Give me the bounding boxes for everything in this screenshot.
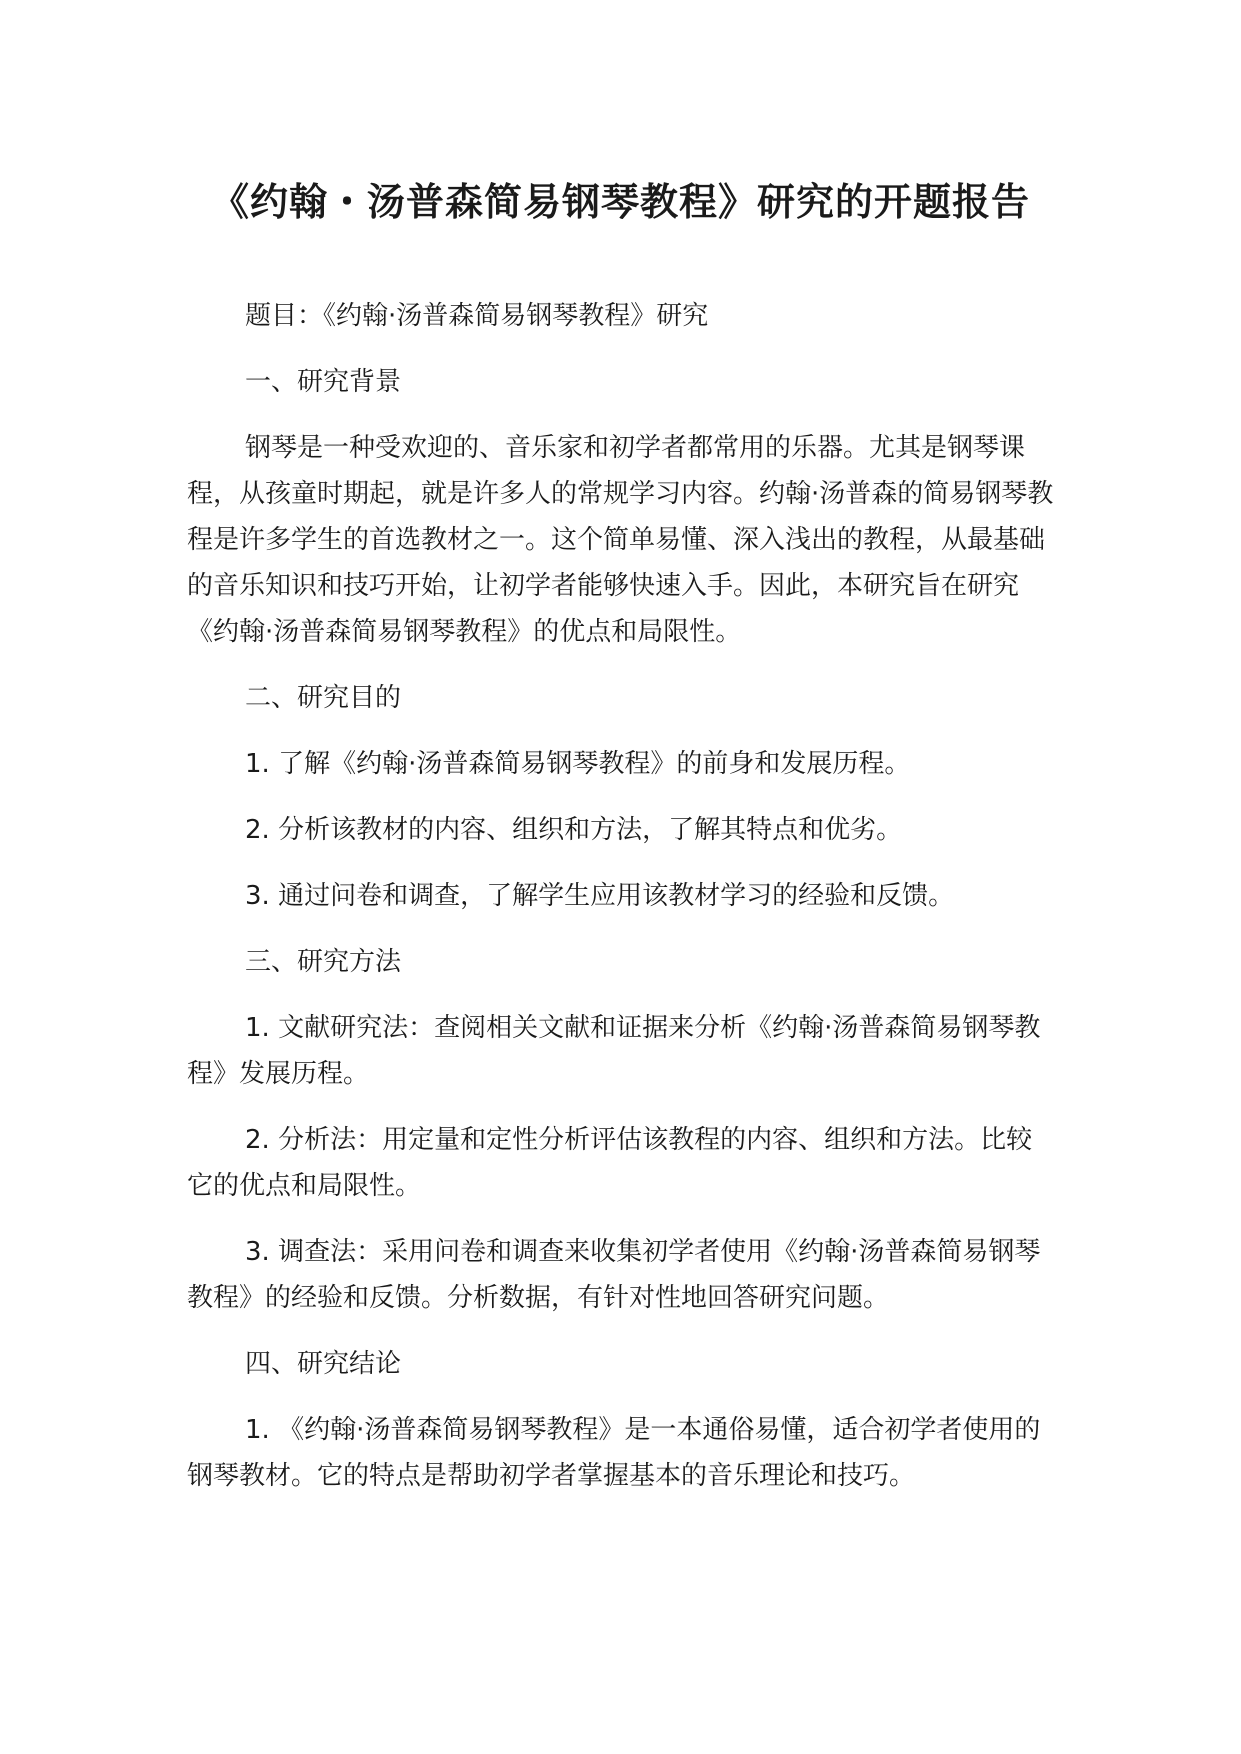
purpose-item: 2. 分析该教材的内容、组织和方法，了解其特点和优劣。 — [245, 815, 903, 845]
background-paragraph: 钢琴是一种受欢迎的、音乐家和初学者都常用的乐器。尤其是钢琴课程，从孩童时期起，就是许多人的常规学习内容。约翰·汤普森的简易钢琴教程是许多学生的首选教材之一。这个简单易懂、深入浅出的教程，从最基础的音乐知识和技巧开始，让初学者能够快速入手。因此，本研究旨在研究《约翰·汤普森简易钢琴教程》的优点和局限性。 — [187, 433, 1054, 647]
document-title: 《约翰・汤普森简易钢琴教程》研究的开题报告 — [210, 180, 1030, 224]
method-item: 2. 分析法：用定量和定性分析评估该教程的内容、组织和方法。比较它的优点和局限性。 — [187, 1125, 1033, 1201]
method-item: 3. 调查法：采用问卷和调查来收集初学者使用《约翰·汤普森简易钢琴教程》的经验和反馈。分析数据，有针对性地回答研究问题。 — [187, 1237, 1041, 1313]
section-heading-purpose: 二、研究目的 — [245, 683, 402, 713]
conclusion-item: 1. 《约翰·汤普森简易钢琴教程》是一本通俗易懂，适合初学者使用的钢琴教材。它的特点是帮助初学者掌握基本的音乐理论和技巧。 — [187, 1415, 1041, 1491]
section-heading-background: 一、研究背景 — [245, 367, 402, 397]
purpose-item: 3. 通过问卷和调查，了解学生应用该教材学习的经验和反馈。 — [245, 881, 955, 911]
section-heading-conclusion: 四、研究结论 — [245, 1349, 402, 1379]
section-heading-methods: 三、研究方法 — [245, 947, 402, 977]
document-body — [187, 293, 1057, 1519]
topic-line: 题目：《约翰·汤普森简易钢琴教程》研究 — [245, 301, 709, 331]
purpose-item: 1. 了解《约翰·汤普森简易钢琴教程》的前身和发展历程。 — [245, 749, 911, 779]
method-item: 1. 文献研究法：查阅相关文献和证据来分析《约翰·汤普森简易钢琴教程》发展历程。 — [187, 1013, 1041, 1089]
